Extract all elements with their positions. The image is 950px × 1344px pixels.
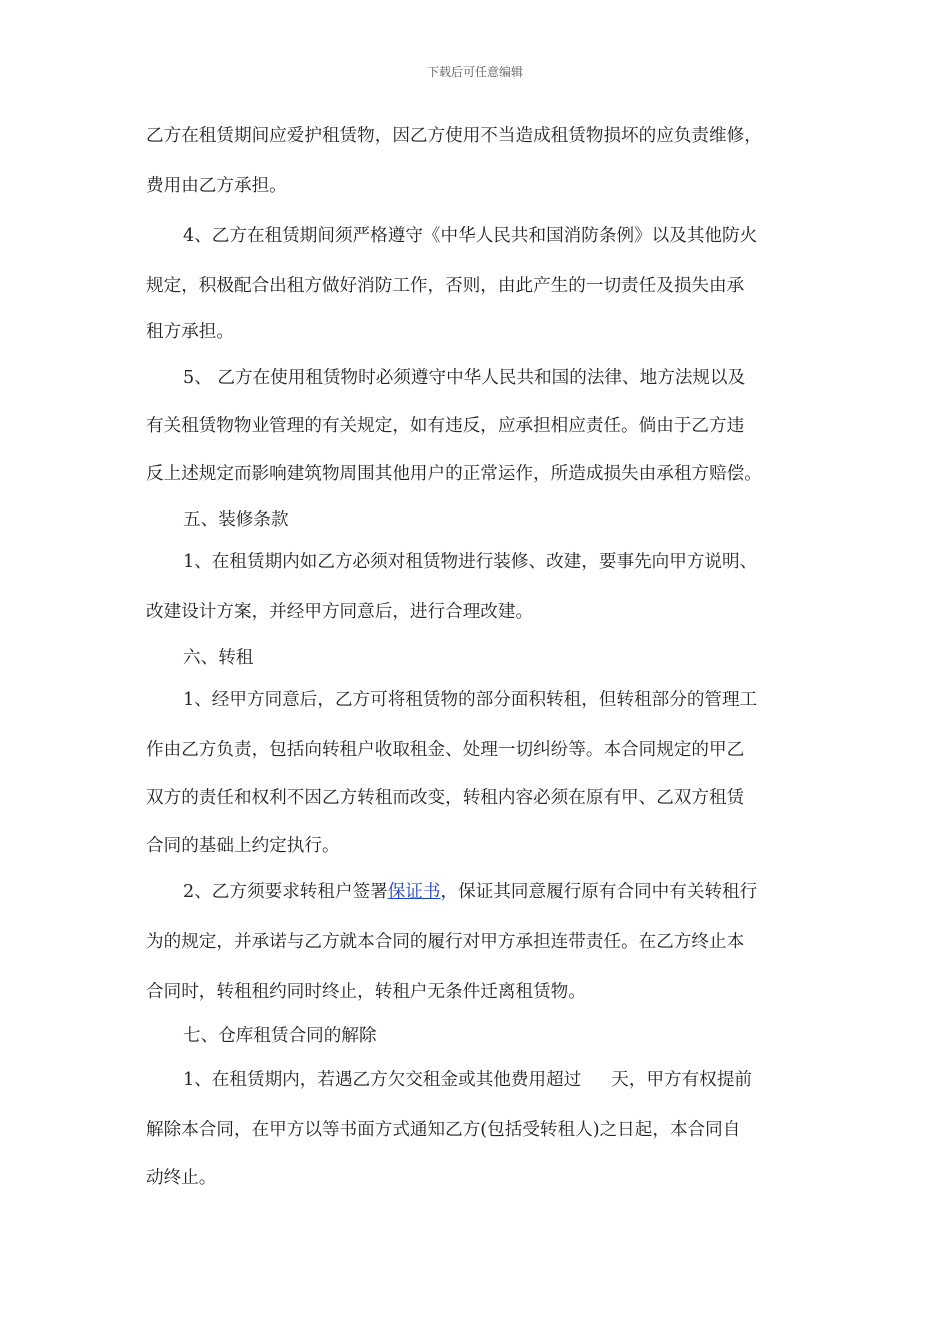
paragraph-line: 租方承担。 bbox=[146, 322, 234, 342]
paragraph-line: 动终止。 bbox=[146, 1168, 217, 1188]
paragraph-line: 反上述规定而影响建筑物周围其他用户的正常运作，所造成损失由承租方赔偿。 bbox=[146, 464, 762, 484]
clause-text: 天，甲方有权提前 bbox=[611, 1070, 753, 1090]
paragraph-line: 双方的责任和权利不因乙方转租而改变，转租内容必须在原有甲、乙双方租赁 bbox=[146, 788, 745, 808]
paragraph-line: 合同时，转租租约同时终止，转租户无条件迁离租赁物。 bbox=[146, 982, 586, 1002]
paragraph-line: 乙方在租赁期间应爱护租赁物，因乙方使用不当造成租赁物损坏的应负责维修， bbox=[146, 126, 762, 146]
paragraph-line: 改建设计方案，并经甲方同意后，进行合理改建。 bbox=[146, 602, 534, 622]
renovation-clause-1-line: 1、在租赁期内如乙方必须对租赁物进行装修、改建，要事先向甲方说明、 bbox=[183, 552, 758, 572]
section-heading-renovation: 五、装修条款 bbox=[183, 510, 289, 530]
sublease-clause-2-line bbox=[183, 884, 757, 902]
paragraph-line: 合同的基础上约定执行。 bbox=[146, 836, 340, 856]
termination-clause-1-line bbox=[183, 1072, 752, 1090]
paragraph-line: 有关租赁物物业管理的有关规定，如有违反，应承担相应责任。倘由于乙方违 bbox=[146, 416, 745, 436]
guarantee-letter-link[interactable]: 保证书 bbox=[387, 882, 441, 902]
section-heading-sublease: 六、转租 bbox=[183, 648, 254, 668]
page-header: 下载后可任意编辑 bbox=[426, 65, 523, 79]
clause-4-line: 4、乙方在租赁期间须严格遵守《中华人民共和国消防条例》以及其他防火 bbox=[183, 226, 758, 246]
clause-text: 2、乙方须要求转租户签署 bbox=[183, 882, 388, 902]
paragraph-line: 解除本合同，在甲方以等书面方式通知乙方(包括受转租人)之日起，本合同自 bbox=[146, 1120, 741, 1140]
paragraph-line: 为的规定，并承诺与乙方就本合同的履行对甲方承担连带责任。在乙方终止本 bbox=[146, 932, 745, 952]
clause-5-line: 5、 乙方在使用租赁物时必须遵守中华人民共和国的法律、地方法规以及 bbox=[183, 368, 746, 388]
paragraph-line: 作由乙方负责，包括向转租户收取租金、处理一切纠纷等。本合同规定的甲乙 bbox=[146, 740, 745, 760]
section-heading-termination: 七、仓库租赁合同的解除 bbox=[183, 1026, 377, 1046]
paragraph-line: 规定，积极配合出租方做好消防工作，否则，由此产生的一切责任及损失由承 bbox=[146, 276, 745, 296]
paragraph-line: 费用由乙方承担。 bbox=[146, 176, 287, 196]
clause-text: ，保证其同意履行原有合同中有关转租行 bbox=[440, 882, 758, 902]
sublease-clause-1-line: 1、经甲方同意后，乙方可将租赁物的部分面积转租，但转租部分的管理工 bbox=[183, 690, 758, 710]
clause-text: 1、在租赁期内，若遇乙方欠交租金或其他费用超过 bbox=[183, 1070, 582, 1090]
